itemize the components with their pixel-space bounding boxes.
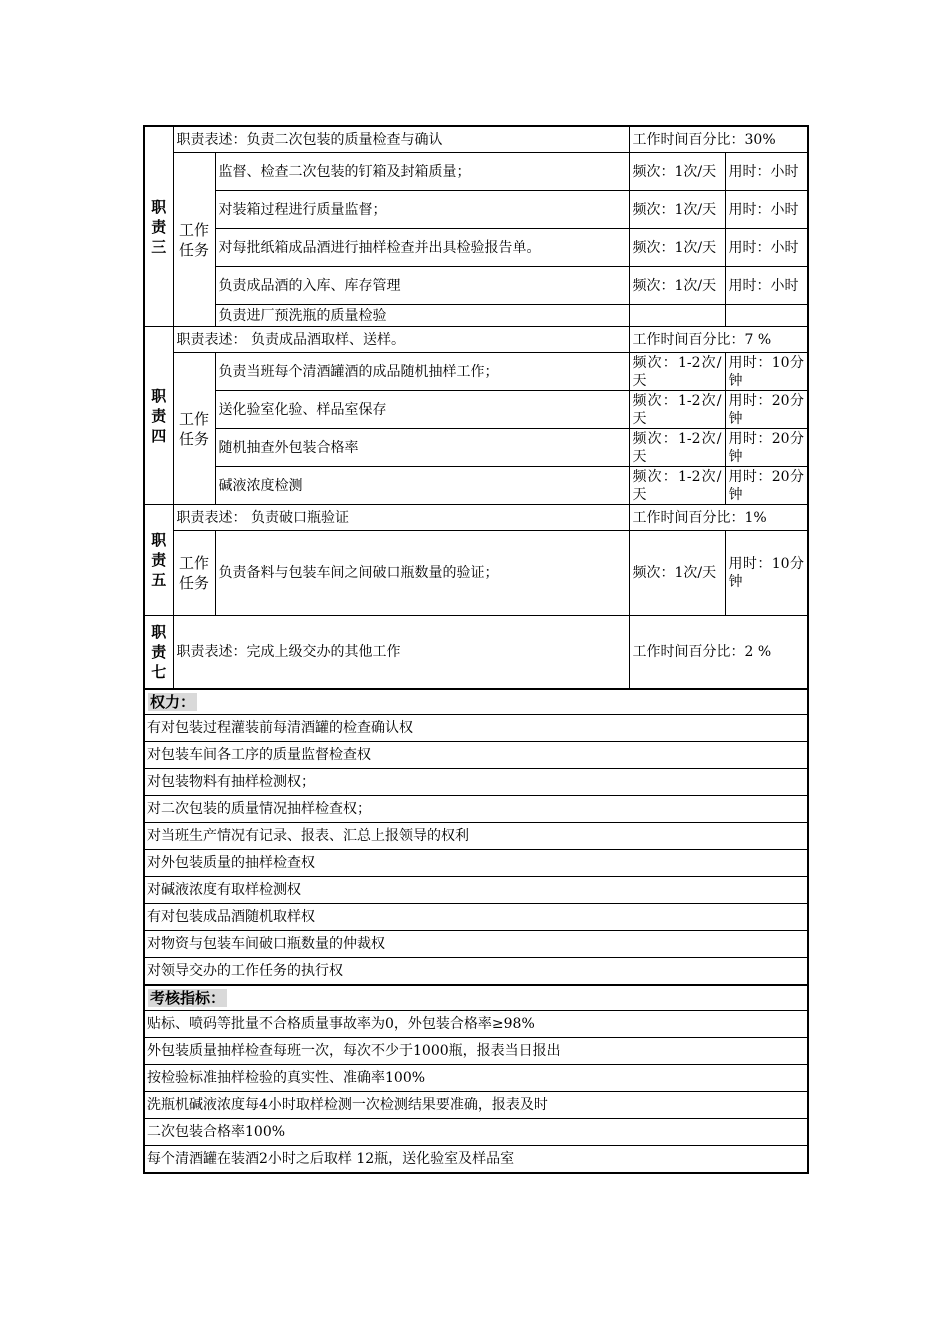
duty7-percent: 工作时间百分比：2 %: [629, 616, 808, 690]
duty7-description: 职责表述：完成上级交办的其他工作: [173, 616, 629, 690]
duty3-task-3-duration: 用时：小时: [725, 229, 808, 267]
duty3-percent: 工作时间百分比：30%: [629, 126, 808, 153]
duty4-task-2: 送化验室化验、样品室保存: [215, 391, 629, 429]
duty7-label: 职责七: [144, 616, 173, 690]
duty4-task-4-duration: 用时：20分钟: [725, 467, 808, 505]
duty4-task-1-duration: 用时：10分钟: [725, 353, 808, 391]
duty3-description: 职责表述：负责二次包装的质量检查与确认: [173, 126, 629, 153]
duty5-label: 职责五: [144, 505, 173, 616]
duty4-task-1-freq: 频次：1-2次/天: [629, 353, 725, 391]
duty4-task-2-freq: 频次：1-2次/天: [629, 391, 725, 429]
duty4-task-3-duration: 用时：20分钟: [725, 429, 808, 467]
duty3-task-2-duration: 用时：小时: [725, 191, 808, 229]
kpi-item: 洗瓶机碱液浓度每4小时取样检测一次检测结果要准确，报表及时: [144, 1092, 808, 1119]
power-item: 对当班生产情况有记录、报表、汇总上报领导的权利: [144, 823, 808, 850]
duty3-task-5: 负责进厂预洗瓶的质量检验: [215, 305, 629, 327]
duty3-task-5-freq: [629, 305, 725, 327]
duty3-task-2: 对装箱过程进行质量监督；: [215, 191, 629, 229]
duty4-task-2-duration: 用时：20分钟: [725, 391, 808, 429]
duty3-task-1-freq: 频次：1次/天: [629, 153, 725, 191]
job-description-page: [143, 125, 807, 1174]
duty3-task-1-duration: 用时：小时: [725, 153, 808, 191]
power-item: 对碱液浓度有取样检测权: [144, 877, 808, 904]
power-item: 有对包装成品酒随机取样权: [144, 904, 808, 931]
duty4-percent: 工作时间百分比：7 %: [629, 327, 808, 353]
power-item: 对包装物料有抽样检测权；: [144, 769, 808, 796]
duty3-task-5-duration: [725, 305, 808, 327]
kpi-item: 外包装质量抽样检查每班一次，每次不少于1000瓶，报表当日报出: [144, 1038, 808, 1065]
duty4-task-1: 负责当班每个清酒罐酒的成品随机抽样工作；: [215, 353, 629, 391]
duty3-task-3-freq: 频次：1次/天: [629, 229, 725, 267]
duty3-task-4: 负责成品酒的入库、库存管理: [215, 267, 629, 305]
powers-title: 权力：: [144, 689, 808, 715]
duty4-label: 职责四: [144, 327, 173, 505]
duty5-task-1-freq: 频次：1次/天: [629, 531, 725, 616]
duty3-task-3: 对每批纸箱成品酒进行抽样检查并出具检验报告单。: [215, 229, 629, 267]
kpi-item: 按检验标准抽样检验的真实性、准确率100%: [144, 1065, 808, 1092]
power-item: 对包装车间各工序的质量监督检查权: [144, 742, 808, 769]
power-item: 有对包装过程灌装前每清酒罐的检查确认权: [144, 715, 808, 742]
duty5-description: 职责表述： 负责破口瓶验证: [173, 505, 629, 531]
duty3-task-1: 监督、检查二次包装的钉箱及封箱质量；: [215, 153, 629, 191]
duty4-task-4: 碱液浓度检测: [215, 467, 629, 505]
duty3-task-label: 工作任务: [173, 153, 215, 327]
duty4-task-3-freq: 频次：1-2次/天: [629, 429, 725, 467]
duty4-task-4-freq: 频次：1-2次/天: [629, 467, 725, 505]
power-item: 对外包装质量的抽样检查权: [144, 850, 808, 877]
duty5-task-1: 负责备料与包装车间之间破口瓶数量的验证；: [215, 531, 629, 616]
power-item: 对领导交办的工作任务的执行权: [144, 958, 808, 986]
duty3-label: 职责三: [144, 126, 173, 327]
duty4-task-3: 随机抽查外包装合格率: [215, 429, 629, 467]
kpi-title: 考核指标：: [144, 985, 808, 1011]
power-item: 对二次包装的质量情况抽样检查权；: [144, 796, 808, 823]
duty4-task-label: 工作任务: [173, 353, 215, 505]
kpi-item: 每个清酒罐在装酒2小时之后取样 12瓶，送化验室及样品室: [144, 1146, 808, 1174]
duty5-task-1-duration: 用时：10分钟: [725, 531, 808, 616]
duty5-task-label: 工作任务: [173, 531, 215, 616]
duty3-task-2-freq: 频次：1次/天: [629, 191, 725, 229]
kpi-item: 贴标、喷码等批量不合格质量事故率为0，外包装合格率≥98%: [144, 1011, 808, 1038]
duty3-task-4-freq: 频次：1次/天: [629, 267, 725, 305]
duties-table: [143, 125, 809, 1174]
duty3-task-4-duration: 用时：小时: [725, 267, 808, 305]
kpi-item: 二次包装合格率100%: [144, 1119, 808, 1146]
power-item: 对物资与包装车间破口瓶数量的仲裁权: [144, 931, 808, 958]
duty5-percent: 工作时间百分比：1%: [629, 505, 808, 531]
duty4-description: 职责表述： 负责成品酒取样、送样。: [173, 327, 629, 353]
